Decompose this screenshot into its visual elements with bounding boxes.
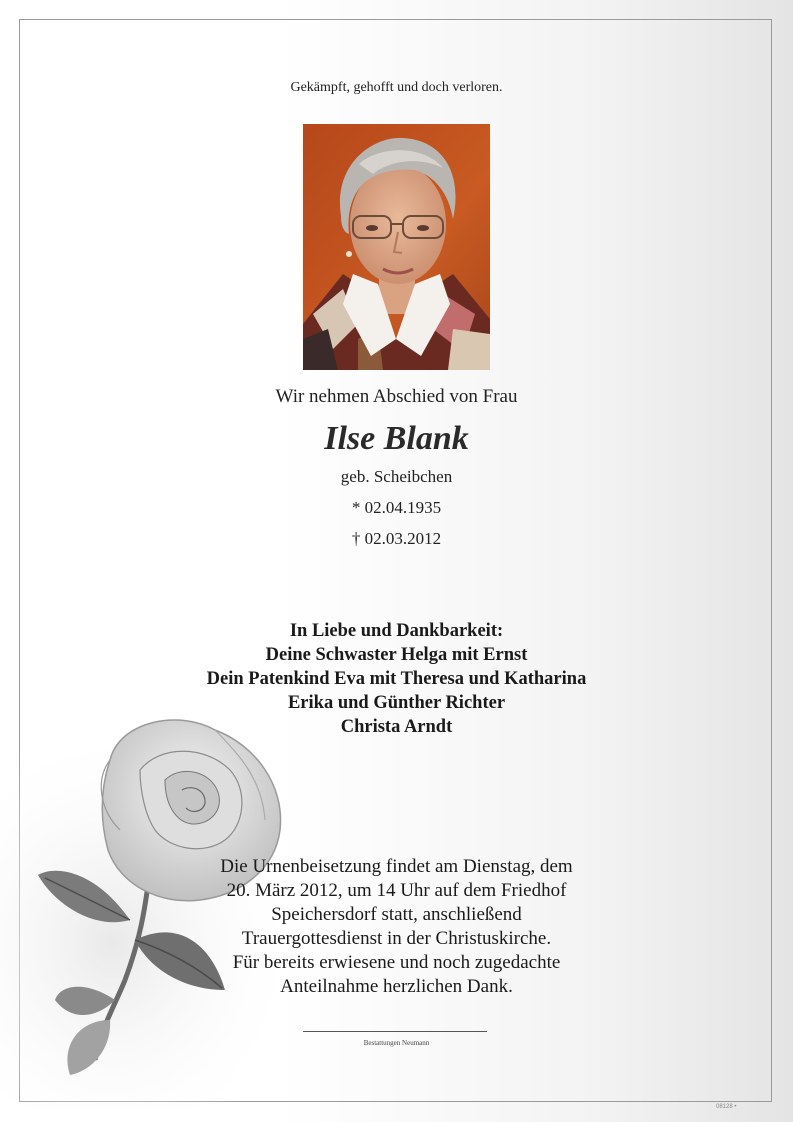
undertaker-name: Bestattungen Neumann [363,1039,430,1047]
notice-line: Trauergottesdienst in der Christuskirche. [241,928,552,949]
mourners-line: Dein Patenkind Eva mit Theresa und Katharina [206,669,587,689]
burial-notice [0,855,793,999]
portrait-photo [303,124,490,370]
notice-line: Speichersdorf statt, anschließend [271,904,522,925]
signature-divider [303,1031,487,1032]
birth-date: * 02.04.1935 [351,498,442,517]
mourners-line: In Liebe und Dankbarkeit: [289,621,504,641]
notice-line: 20. März 2012, um 14 Uhr auf dem Friedhof [226,880,567,901]
farewell-intro: Wir nehmen Abschied von Frau [275,386,518,407]
motto: Gekämpft, gehofft und doch verloren. [290,80,503,95]
notice-line: Anteilnahme herzlichen Dank. [280,976,513,997]
death-date: † 02.03.2012 [351,529,442,548]
notice-line: Für bereits erwiesene und noch zugedachte [232,952,561,973]
maiden-name: geb. Scheibchen [340,467,453,486]
mourners-line: Christa Arndt [340,717,453,737]
mourners-line: Deine Schwaster Helga mit Ernst [265,645,528,665]
print-code: 08128 • [716,1104,737,1110]
mourners-line: Erika und Günther Richter [287,693,506,713]
notice-line: Die Urnenbeisetzung findet am Dienstag, dem [220,856,573,877]
deceased-name: Ilse Blank [324,420,469,457]
